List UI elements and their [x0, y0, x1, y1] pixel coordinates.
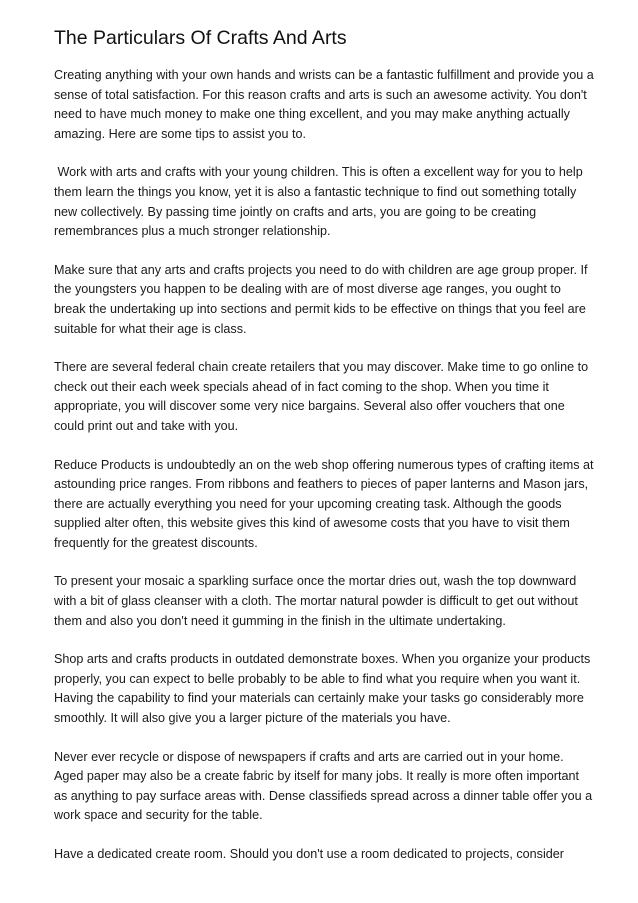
paragraph: Creating anything with your own hands and wrists can be a fantastic fulfillment and provide you a sense of total satisfaction. For this reason crafts and arts is such an awesome activity. You don't need to have much money to make one thing excellent, and you may make anything actually amazing. Here are some tips to assist you to.	[54, 68, 594, 141]
paragraph: Reduce Products is undoubtedly an on the web shop offering numerous types of crafting items at astounding price ranges. From ribbons and feathers to pieces of paper lanterns and Mason jars, there are actually everything you need for your upcoming creating task. Although the goods supplied alter often, this website gives this kind of awesome costs that you have to visit them frequently for the greatest discounts.	[54, 457, 594, 550]
paragraph: Have a dedicated create room. Should you don't use a room dedicated to projects, consider	[54, 847, 564, 861]
paragraph: There are several federal chain create retailers that you may discover. Make time to go online to check out their each week specials ahead of in fact coming to the shop. When you time it appropriate, you will discover some very nice bargains. Several also offer vouchers that one could print out and take with you.	[54, 360, 589, 433]
document-title: The Particulars Of Crafts And Arts	[54, 27, 347, 49]
paragraph: To present your mosaic a sparkling surface once the mortar dries out, wash the top downward with a bit of glass cleanser with a cloth. The mortar natural powder is difficult to get out without them and also you don't need it gumming in the finish in the ultimate undertaking.	[54, 574, 578, 628]
paragraph: Shop arts and crafts products in outdated demonstrate boxes. When you organize your products properly, you can expect to belle probably to be able to find what you require when you want it. Having the capability to find your materials can certainly make your tasks go considerably more smoothly. It will also give you a larger picture of the materials you have.	[54, 652, 591, 726]
paragraph: Make sure that any arts and crafts projects you need to do with children are age group proper. If the youngsters you happen to be dealing with are of most diverse age ranges, you ought to break the undertaking up into sections and permit kids to be effective on things that you feel are suitable for what their age is class.	[54, 262, 588, 336]
paragraph: Never ever recycle or dispose of newspapers if crafts and arts are carried out in your home. Aged paper may also be a create fabric by itself for many jobs. It really is more often important as anything to pay surface areas with. Dense classifieds spread across a dinner table offer you a work space and security for the table.	[54, 749, 593, 823]
paragraph: Work with arts and crafts with your young children. This is often a excellent way for you to help them learn the things you know, yet it is also a fantastic technique to find out something totally new collectively. By passing time jointly on crafts and arts, you are going to be creating remembrances plus a much stronger relationship.	[54, 165, 587, 239]
document-page	[54, 26, 594, 884]
